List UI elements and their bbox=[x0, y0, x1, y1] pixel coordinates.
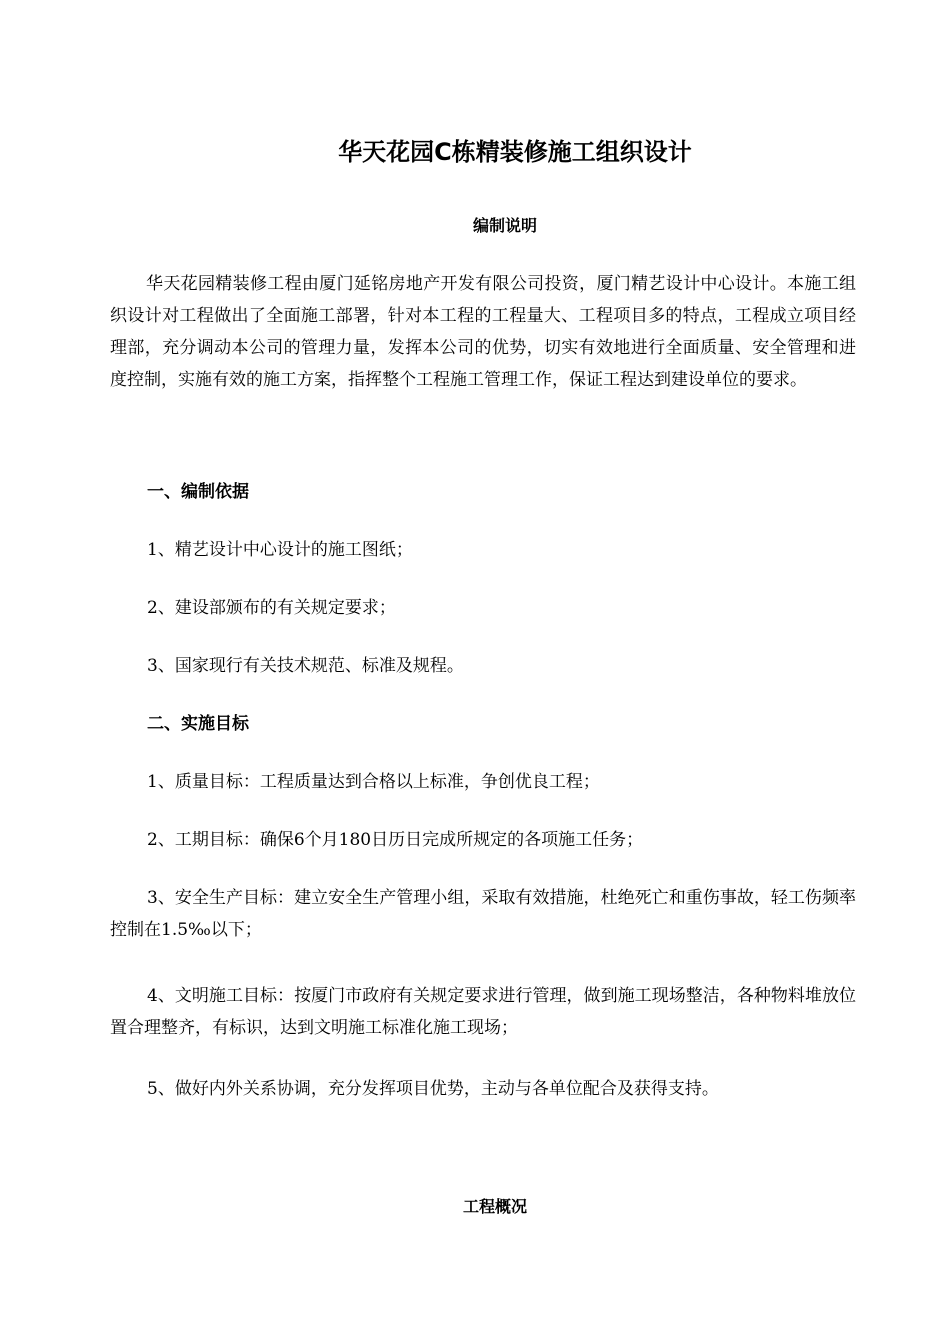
goals-item-5: 5、做好内外关系协调，充分发挥项目优势，主动与各单位配合及获得支持。 bbox=[147, 1079, 719, 1099]
basis-item-2: 2、建设部颁布的有关规定要求； bbox=[147, 598, 396, 618]
goals-item-1: 1、质量目标：工程质量达到合格以上标准，争创优良工程； bbox=[147, 772, 600, 792]
basis-item-1: 1、精艺设计中心设计的施工图纸； bbox=[147, 540, 413, 560]
basis-item-3: 3、国家现行有关技术规范、标准及规程。 bbox=[147, 656, 464, 676]
goals-item-4: 4、文明施工目标：按厦门市政府有关规定要求进行管理，做到施工现场整洁，各种物料堆放位置合理整齐，有标识，达到文明施工标准化施工现场； bbox=[110, 986, 856, 1038]
preface-paragraph: 华天花园精装修工程由厦门延铭房地产开发有限公司投资，厦门精艺设计中心设计。本施工组织设计对工程做出了全面施工部署，针对本工程的工程量大、工程项目多的特点，工程成立项目经理部，充分调动本公司的管理力量，发挥本公司的优势，切实有效地进行全面质量、安全管理和进度控制，实施有效的施工方案，指挥整个工程施工管理工作，保证工程达到建设单位的要求。 bbox=[110, 274, 856, 390]
overview-heading: 工程概况 bbox=[462, 1197, 527, 1216]
goals-item-3: 3、安全生产目标：建立安全生产管理小组，采取有效措施，杜绝死亡和重伤事故，轻工伤频率控制在1.5‰以下； bbox=[110, 888, 856, 940]
basis-heading: 一、编制依据 bbox=[147, 482, 249, 502]
document-title: 华天花园C栋精装修施工组织设计 bbox=[338, 138, 692, 166]
preface-heading: 编制说明 bbox=[472, 216, 537, 235]
goals-heading: 二、实施目标 bbox=[147, 714, 249, 734]
goals-item-2: 2、工期目标：确保6个月180日历日完成所规定的各项施工任务； bbox=[147, 830, 644, 850]
